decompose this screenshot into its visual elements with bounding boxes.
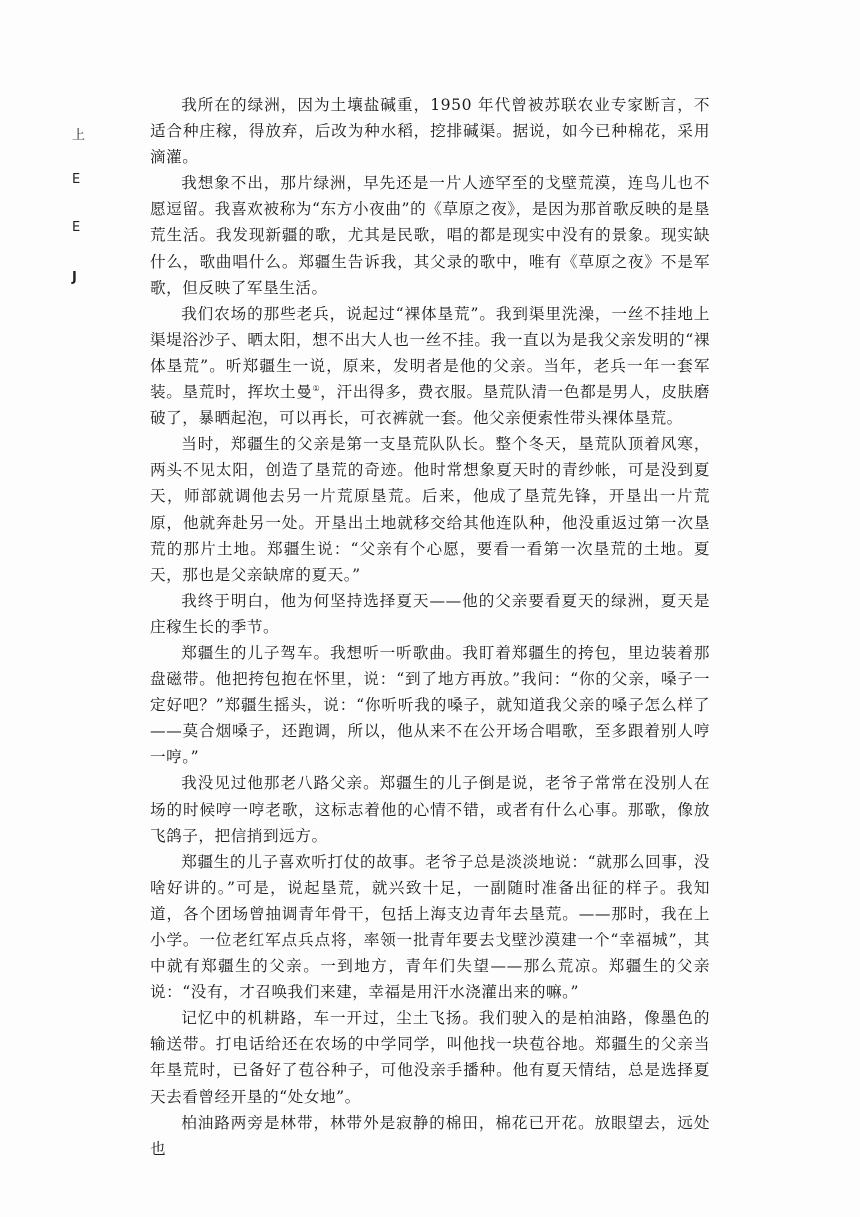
paragraph-4: 当时，郑疆生的父亲是第一支垦荒队队长。整个冬天，垦荒队顶着风寒，两头不见太阳，创造了垦荒的奇迹。他时常想象夏天时的青纱帐，可是没到夏天，师部就调他去另一片荒原垦荒。后来，他成了垦荒先锋，开垦出一片荒原，他就奔赴另一处。开垦出土地就移交给其他连队种，他没重返过第一次垦荒的那片土地。郑疆生说：“父亲有个心愿，要看一看第一次垦荒的土地。夏天，那也是父亲缺席的夏天。”	[150, 435, 710, 584]
margin-mark: E	[72, 172, 81, 187]
paragraph-5: 我终于明白，他为何坚持选择夏天——他的父亲要看夏天的绿洲，夏天是庄稼生长的季节。	[150, 591, 710, 636]
footnote-marker: ①	[312, 383, 321, 393]
margin-mark: J	[72, 270, 77, 285]
paragraph-3	[150, 301, 710, 431]
paragraph-10: 柏油路两旁是林带，林带外是寂静的棉田，棉花已开花。放眼望去，远处也	[150, 1113, 710, 1158]
paragraph-3-text-b: ，汗出得多，费衣服。垦荒队清一色都是男人，皮肤磨破了，暴晒起泡，可以再长，可衣裤就一套。他父亲便索性带头裸体垦荒。	[150, 383, 710, 428]
paragraph-2: 我想象不出，那片绿洲，早先还是一片人迹罕至的戈壁荒漠，连鸟儿也不愿逗留。我喜欢被称为“东方小夜曲”的《草原之夜》，是因为那首歌反映的是垦荒生活。我发现新疆的歌，尤其是民歌，唱的都是现实中没有的景象。现实缺什么，歌曲唱什么。郑疆生告诉我，其父录的歌中，唯有《草原之夜》不是军歌，但反映了军垦生活。	[150, 174, 710, 297]
paragraph-8: 郑疆生的儿子喜欢听打仗的故事。老爷子总是淡淡地说：“就那么回事，没啥好讲的。”可是，说起垦荒，就兴致十足，一副随时准备出征的样子。我知道，各个团场曾抽调青年骨干，包括上海支边青年去垦荒。——那时，我在上小学。一位老红军点兵点将，率领一批青年要去戈壁沙漠建一个“幸福城”，其中就有郑疆生的父亲。一到地方，青年们失望——那么荒凉。郑疆生的父亲说：“没有，才召唤我们来建，幸福是用汗水浇灌出来的嘛。”	[150, 852, 710, 1002]
paragraph-9: 记忆中的机耕路，车一开过，尘土飞扬。我们驶入的是柏油路，像墨色的输送带。打电话给还在农场的中学同学，叫他找一块苞谷地。郑疆生的父亲当年垦荒时，已备好了苞谷种子，可他没亲手播种。他有夏天情结，总是选择夏天去看曾经开垦的“处女地”。	[150, 1009, 710, 1106]
margin-mark: E	[72, 220, 81, 235]
paragraph-7: 我没见过他那老八路父亲。郑疆生的儿子倒是说，老爷子常常在没别人在场的时候哼一哼老歌，这标志着他的心情不错，或者有什么心事。那歌，像放飞鸽子，把信捎到远方。	[150, 774, 710, 845]
margin-mark: 上	[72, 128, 86, 143]
binding-margin-marks	[72, 120, 86, 300]
paragraph-1: 我所在的绿洲，因为土壤盐碱重，1950 年代曾被苏联农业专家断言，不适合种庄稼，得放弃，后改为种水稻，挖排碱渠。据说，如今已种棉花，采用滴灌。	[150, 96, 710, 167]
paragraph-3-text-a: 我们农场的那些老兵，说起过“裸体垦荒”。我到渠里洗澡，一丝不挂地上渠堤浴沙子、晒太阳，想不出大人也一丝不挂。我一直以为是我父亲发明的“裸体垦荒”。听郑疆生一说，原来，发明者是他的父亲。当年，老兵一年一套军装。垦荒时，挥坎土曼	[150, 304, 710, 402]
paragraph-6: 郑疆生的儿子驾车。我想听一听歌曲。我盯着郑疆生的挎包，里边装着那盘磁带。他把挎包抱在怀里，说：“到了地方再放。”我问：“你的父亲，嗓子一定好吧？”郑疆生摇头，说：“你听听我的嗓子，就知道我父亲的嗓子怎么样了——莫合烟嗓子，还跑调，所以，他从来不在公开场合唱歌，至多跟着别人哼一哼。”	[150, 643, 710, 767]
article-body	[150, 92, 710, 1162]
